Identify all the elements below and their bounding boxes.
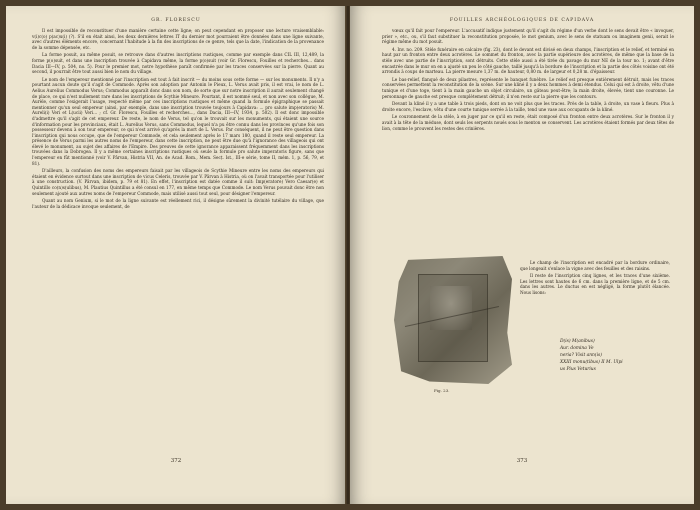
paragraph: Il est impossible de reconstituer d'une manière certaine cette ligne; on peut cependant en proposer une lecture vraisemblable: v(i)c(o) p(ac)u(i) (?). S'il en était ainsi, les deux dernières lettres IT du dernier mot pourraient être données dans une ligne suivante, avec d'autres éléments encore, concernant l'habitude à la fin des inscriptions de ce genre, tels que la date, l'indication de la provenance de la somme dépensée, etc. (32, 28, 324, 50)
paragraph: Devant la kliné il y a une table à trois pieds, dont on ne voit plus que les traces. Près de la table, à droite, un vase à fleurs. Plus à droite encore, l'esclave, vêtu d'une courte tunique serrée à la taille, tend une vase aux occupants de la kliné. (382, 101, 674, 112)
paragraph: 4. Inv. no. 209. Stèle funéraire en calcaire (fig. 23), dont le devant est divisé en deux champs, l'inscription et le relief, et terminé en haut par un fronton entre deux acrotères. Le sommet du fronton, avec la partie supérieure des acrotères, de même que la base de la stèle avec une partie de l'inscription, sont détruits. Cette stèle aussi a été tirée du pavage du mur NE de la tour no. 1; avant d'être encastrée dans le mur on en a ajusté un peu le côté gauche, taillé jusqu'à la bordure de l'inscription et la partie des côtés voisine ont été arrondis à coups de marteau. La pierre mesure 1,37 m. de hauteur, 0,80 m. de largeur et 0,28 m. d'épaisseur. (382, 46, 674, 75)
paragraph: Le nom de l'empereur mentionné par l'inscription est tout à fait inscrit — du moins sous cette forme — sur les monuments. Il n'y a pourtant aucun doute qu'il s'agit de Commode. Après son adoption par Antonin le Pieux, L. Verus avait pris, il est vrai, le nom de L. Aelius Aurelius Commodus Verus; Commodus apparaît donc dans son nom, de sorte que sur notre inscription il aurait seulement changé de place, ce qui n'est nullement rare dans les inscriptions de Scythie Mineure. Pourtant, il est nommé seul, et non avec son collègue, M. Aurèle, comme l'exigerait l'usage, respecté même par ces inscriptions rustiques et même quand la formule épigraphique se passait mentionner qu'un seul empereur (ainsi, par exemple, dans une inscription trouvée toujours à Capidava: ... pro salute imp(eratoris) M. Aureli(i) Veri et L(ucii) Veri... ; cf. Gr. Florescu, Fouilles et recherches..., dans Dacia, III—IV, 1934, p. 502). Il est donc impossible d'admettre qu'il s'agit de cet empereur. De reste, le nom de Verus, tel qu'on le trouvait sur les monuments, qui étaient une source d'information pour les provinciaux, était L. Aurelius Verus, sans Commodus, lequel n'a pu être connu dans les provinces qu'une fois son possesseur devenu à son tour empereur, ce qui n'est arrivé qu'après la mort de L. Verus. Par conséquent, il ne peut être question dans l'inscription qui nous occupe, que de l'empereur Commode, et cela seulement après le 17 mars 180, quand il reste seul empereur. La présence de Verus parmi les autres noms de l'empereur, dans cette inscription, ne peut être due qu'à l'ignorance des villageois qui ont élevé le monument, au sujet des affaires de l'Empire. Des preuves de cette ignorance apparaissent fréquemment dans les inscriptions trouvées dans la Dobrogea. Il y a même certaines inscriptions rustiques où seule la formule pro salute imperatoris figure, sans que l'empereur en fût mentionné (voir V. Pârvan, Histria VII, An. de Acad. Rom., Mem. Secț. Ist., III-e série, tome II, mém. 1, p. 56, 79, et 81). (32, 76, 324, 166)
stele-photograph (394, 256, 512, 384)
page-number-left: 372 (170, 458, 182, 464)
paragraph: Le couronnement de la stèle, à en juger par ce qu'il en reste, était composé d'un fronton entre deux acrotères. Sur le fronton il y avait à la tête de la méduse, dont seuls les serpents noués sous le menton se conservent. Les acrotères étaient formés par deux têtes de lion, comme le prouvent les restes des crinières. (382, 114, 674, 131)
paragraph: Quant au nom Genium, si le mot de la ligne suivante est réellement rici, il désigne sûrement la divinité tutélaire du village, que l'auteur de la dédicace invoque seulement, de (32, 198, 324, 209)
paragraph: vœux qu'il fait pour l'empereur. L'accusatif indique justement qu'il s'agit du régime d'un verbe dont le sens devait être « invoquer, prier », etc., ou, s'il faut substituer la reconstitution proposée, le mot genium, avec le sens de statuam ou imaginem genii, serait le régime même du mot posuit. (382, 28, 674, 45)
left-page (6, 6, 346, 504)
inscription-line: neria? Visit ann(is) (560, 353, 602, 358)
left-body-text (32, 28, 324, 211)
page-number-right: 373 (516, 458, 528, 464)
inscription-line: XXIII monu(tibus) II M. Ulpi (560, 360, 623, 365)
paragraph: D'ailleurs, la confusion des noms des empereurs faisait par les villageois de Scythie Mineure entre les noms des empereurs qui étaient en évidence surtout dans une inscription de vicus Celeris, trouvée par V. Pârvan à Histria, où on l'avait transportée pour l'utiliser à une construction. (V. Pârvan, ibidem, p. 79 et 81). En effet, l'inscription est datée comme il suit: Imp(eratore) Vero Caesar(e) et Quintillo co(n)s(ulibus), M. Plautius Quintillus a été consul en 177, en même temps que Commode. Le nom Verus pouvait donc être non seulement ajouté aux autres noms de l'empereur Commode, mais utilisé aussi tout seul, pour désigner l'empereur. (32, 168, 324, 196)
right-page (350, 6, 694, 504)
inscription-line: D(is) M(anibus) (560, 339, 595, 344)
paragraph: Le champ de l'inscription est encadré par la bordure ordinaire, que longeait s'enlace la vigne avec des feuilles et des raisins. (520, 260, 670, 271)
running-header-left: GR. FLORESCU (151, 18, 201, 23)
inscription-line: us Pius Veturius (560, 367, 596, 372)
side-text-column (520, 260, 670, 298)
inscription-line: Aur. domina Ve (560, 346, 594, 351)
inscription-transcription (560, 338, 660, 373)
paragraph: La forme posuit, au même posuit, se retrouve dans d'autres inscriptions rustiques, comme par exemple dans CIL III, 12,489, la forme p(o)suit, et dans une inscription trouvée à Capidava même, la forme p(o)suit (voir Gr. Florescu, Fouilles et recherches... dans Dacia III—IV, p. 504, no. 5). Pour le premier mot, notre hypothèse paraît confirmée par les traces conservées sur la pierre. Quant au second, il pourrait être tout aussi bien le nom du village. (32, 52, 324, 75)
right-body-text (382, 28, 674, 133)
relief-figure (430, 286, 472, 330)
figure-caption: Fig. 23. (434, 388, 450, 393)
running-header-right: FOUILLES ARCHÉOLOGIQUES DE CAPIDAVA (449, 18, 595, 23)
paragraph: Il reste de l'inscription cinq lignes, et les traces d'une sixième. Les lettres sont hautes de 6 cm. dans la première ligne, et de 5 cm. dans les autres. Le ductus en est négligé, la forme plutôt élancée. Nous lisons: (520, 273, 670, 295)
paragraph: Le bas-relief, flanqué de deux pilastres, représente le banquet funèbre. Le relief est presque entièrement détruit, mais les traces conservées permettent la reconstitution de la scène. Sur une kliné il y a deux hommes à demi étendus. Celui qui est à droite, vêtu d'une tunique et d'une toge, tient à la main gauche un objet circulaire, un gâteau peut-être; la main droite, élevée, tient une couronne. Le personnage de gauche est presque complètement détruit; il n'en reste sur la pierre que les contours. (382, 76, 674, 99)
